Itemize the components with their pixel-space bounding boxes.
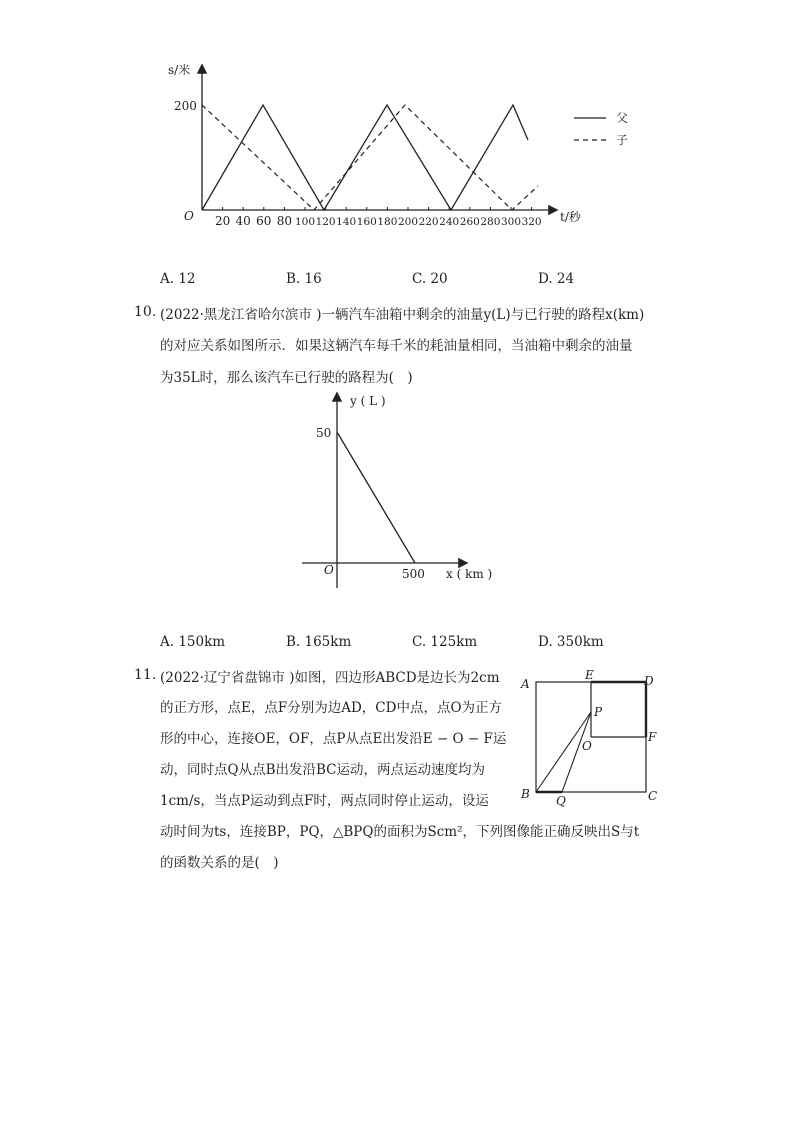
q11-line-4: 动，同时点Q从点B出发沿BC运动，两点运动速度均为 <box>160 762 485 778</box>
q11-line-3: 形的中心，连接OE，OF，点P从点E出发沿E − O − F运 <box>160 731 507 747</box>
x-tick-label: 200 <box>397 216 419 228</box>
x-tick-label: 60 <box>256 214 272 228</box>
y-value-50: 50 <box>316 426 332 440</box>
q10-option-c: C. 125km <box>412 634 478 650</box>
x-tick-label: 280 <box>480 216 501 228</box>
q10-line-3: 为35L时，那么该汽车已行驶的路程为( ) <box>160 370 413 386</box>
origin-label: O <box>184 209 194 223</box>
fuel-distance-graph <box>300 388 510 593</box>
fuel-line <box>337 432 415 563</box>
q10-option-d: D. 350km <box>538 634 604 650</box>
father-line <box>202 105 528 210</box>
x-tick-label: 100 <box>294 216 316 228</box>
q9-option-a: A. 12 <box>160 271 196 287</box>
label-f: F <box>648 730 657 744</box>
q9-option-d: D. 24 <box>538 271 575 287</box>
q10-number: 10. <box>134 304 157 320</box>
legend-son: 子 <box>616 133 629 147</box>
q11-line-5: 1cm/s，当点P运动到点F时，两点同时停止运动，设运 <box>160 793 489 809</box>
q11-line-2: 的正方形，点E，点F分别为边AD，CD中点，点O为正方 <box>160 700 503 716</box>
y-tick-200: 200 <box>174 99 197 113</box>
label-b: B <box>521 787 530 801</box>
x-tick-label: 20 <box>214 214 231 228</box>
label-d: D <box>644 674 654 688</box>
label-a: A <box>521 677 530 691</box>
x-tick-label: 180 <box>377 216 398 228</box>
q10-option-b: B. 165km <box>286 634 352 650</box>
y-axis-label: s/米 <box>168 63 191 77</box>
father-son-graph <box>160 58 640 238</box>
son-line <box>202 105 538 210</box>
origin-label: O <box>324 563 334 577</box>
q11-line-7: 的函数关系的是( ) <box>160 855 279 871</box>
x-tick-label: 40 <box>235 214 251 228</box>
q10-line-1: (2022·黑龙江省哈尔滨市 )一辆汽车油箱中剩余的油量y(L)与已行驶的路程x(km) <box>160 307 645 323</box>
square-figure <box>514 670 664 810</box>
q11-number: 11. <box>134 667 157 683</box>
x-tick-label: 160 <box>356 216 377 228</box>
q10-line-2: 的对应关系如图所示．如果这辆汽车每千米的耗油量相同，当油箱中剩余的油量 <box>160 338 633 354</box>
label-o: O <box>582 739 592 753</box>
x-tick-label: 320 <box>521 216 542 228</box>
x-value-500: 500 <box>402 567 425 581</box>
q11-line-6: 动时间为ts，连接BP，PQ，△BPQ的面积为Scm²，下列图像能正确反映出S与t <box>160 824 640 840</box>
x-axis-label: t/秒 <box>560 210 581 224</box>
label-e: E <box>585 670 594 682</box>
x-tick-label: 220 <box>418 216 439 228</box>
x-tick-label: 140 <box>336 216 357 228</box>
x-tick-label: 240 <box>439 216 460 228</box>
y-axis-label: y ( L ) <box>350 394 386 408</box>
label-q: Q <box>556 794 566 808</box>
q9-option-c: C. 20 <box>412 271 448 287</box>
x-tick-label: 260 <box>459 216 480 228</box>
legend-father: 父 <box>616 111 629 125</box>
x-tick-label: 80 <box>276 214 293 228</box>
q9-option-b: B. 16 <box>286 271 322 287</box>
x-tick-label: 300 <box>500 216 522 228</box>
x-tick-label: 120 <box>315 216 336 228</box>
q10-option-a: A. 150km <box>160 634 226 650</box>
label-c: C <box>648 789 658 803</box>
label-p: P <box>594 705 603 719</box>
q11-line-1: (2022·辽宁省盘锦市 )如图，四边形ABCD是边长为2cm <box>160 670 500 686</box>
x-axis-label: x ( km ) <box>446 567 493 581</box>
